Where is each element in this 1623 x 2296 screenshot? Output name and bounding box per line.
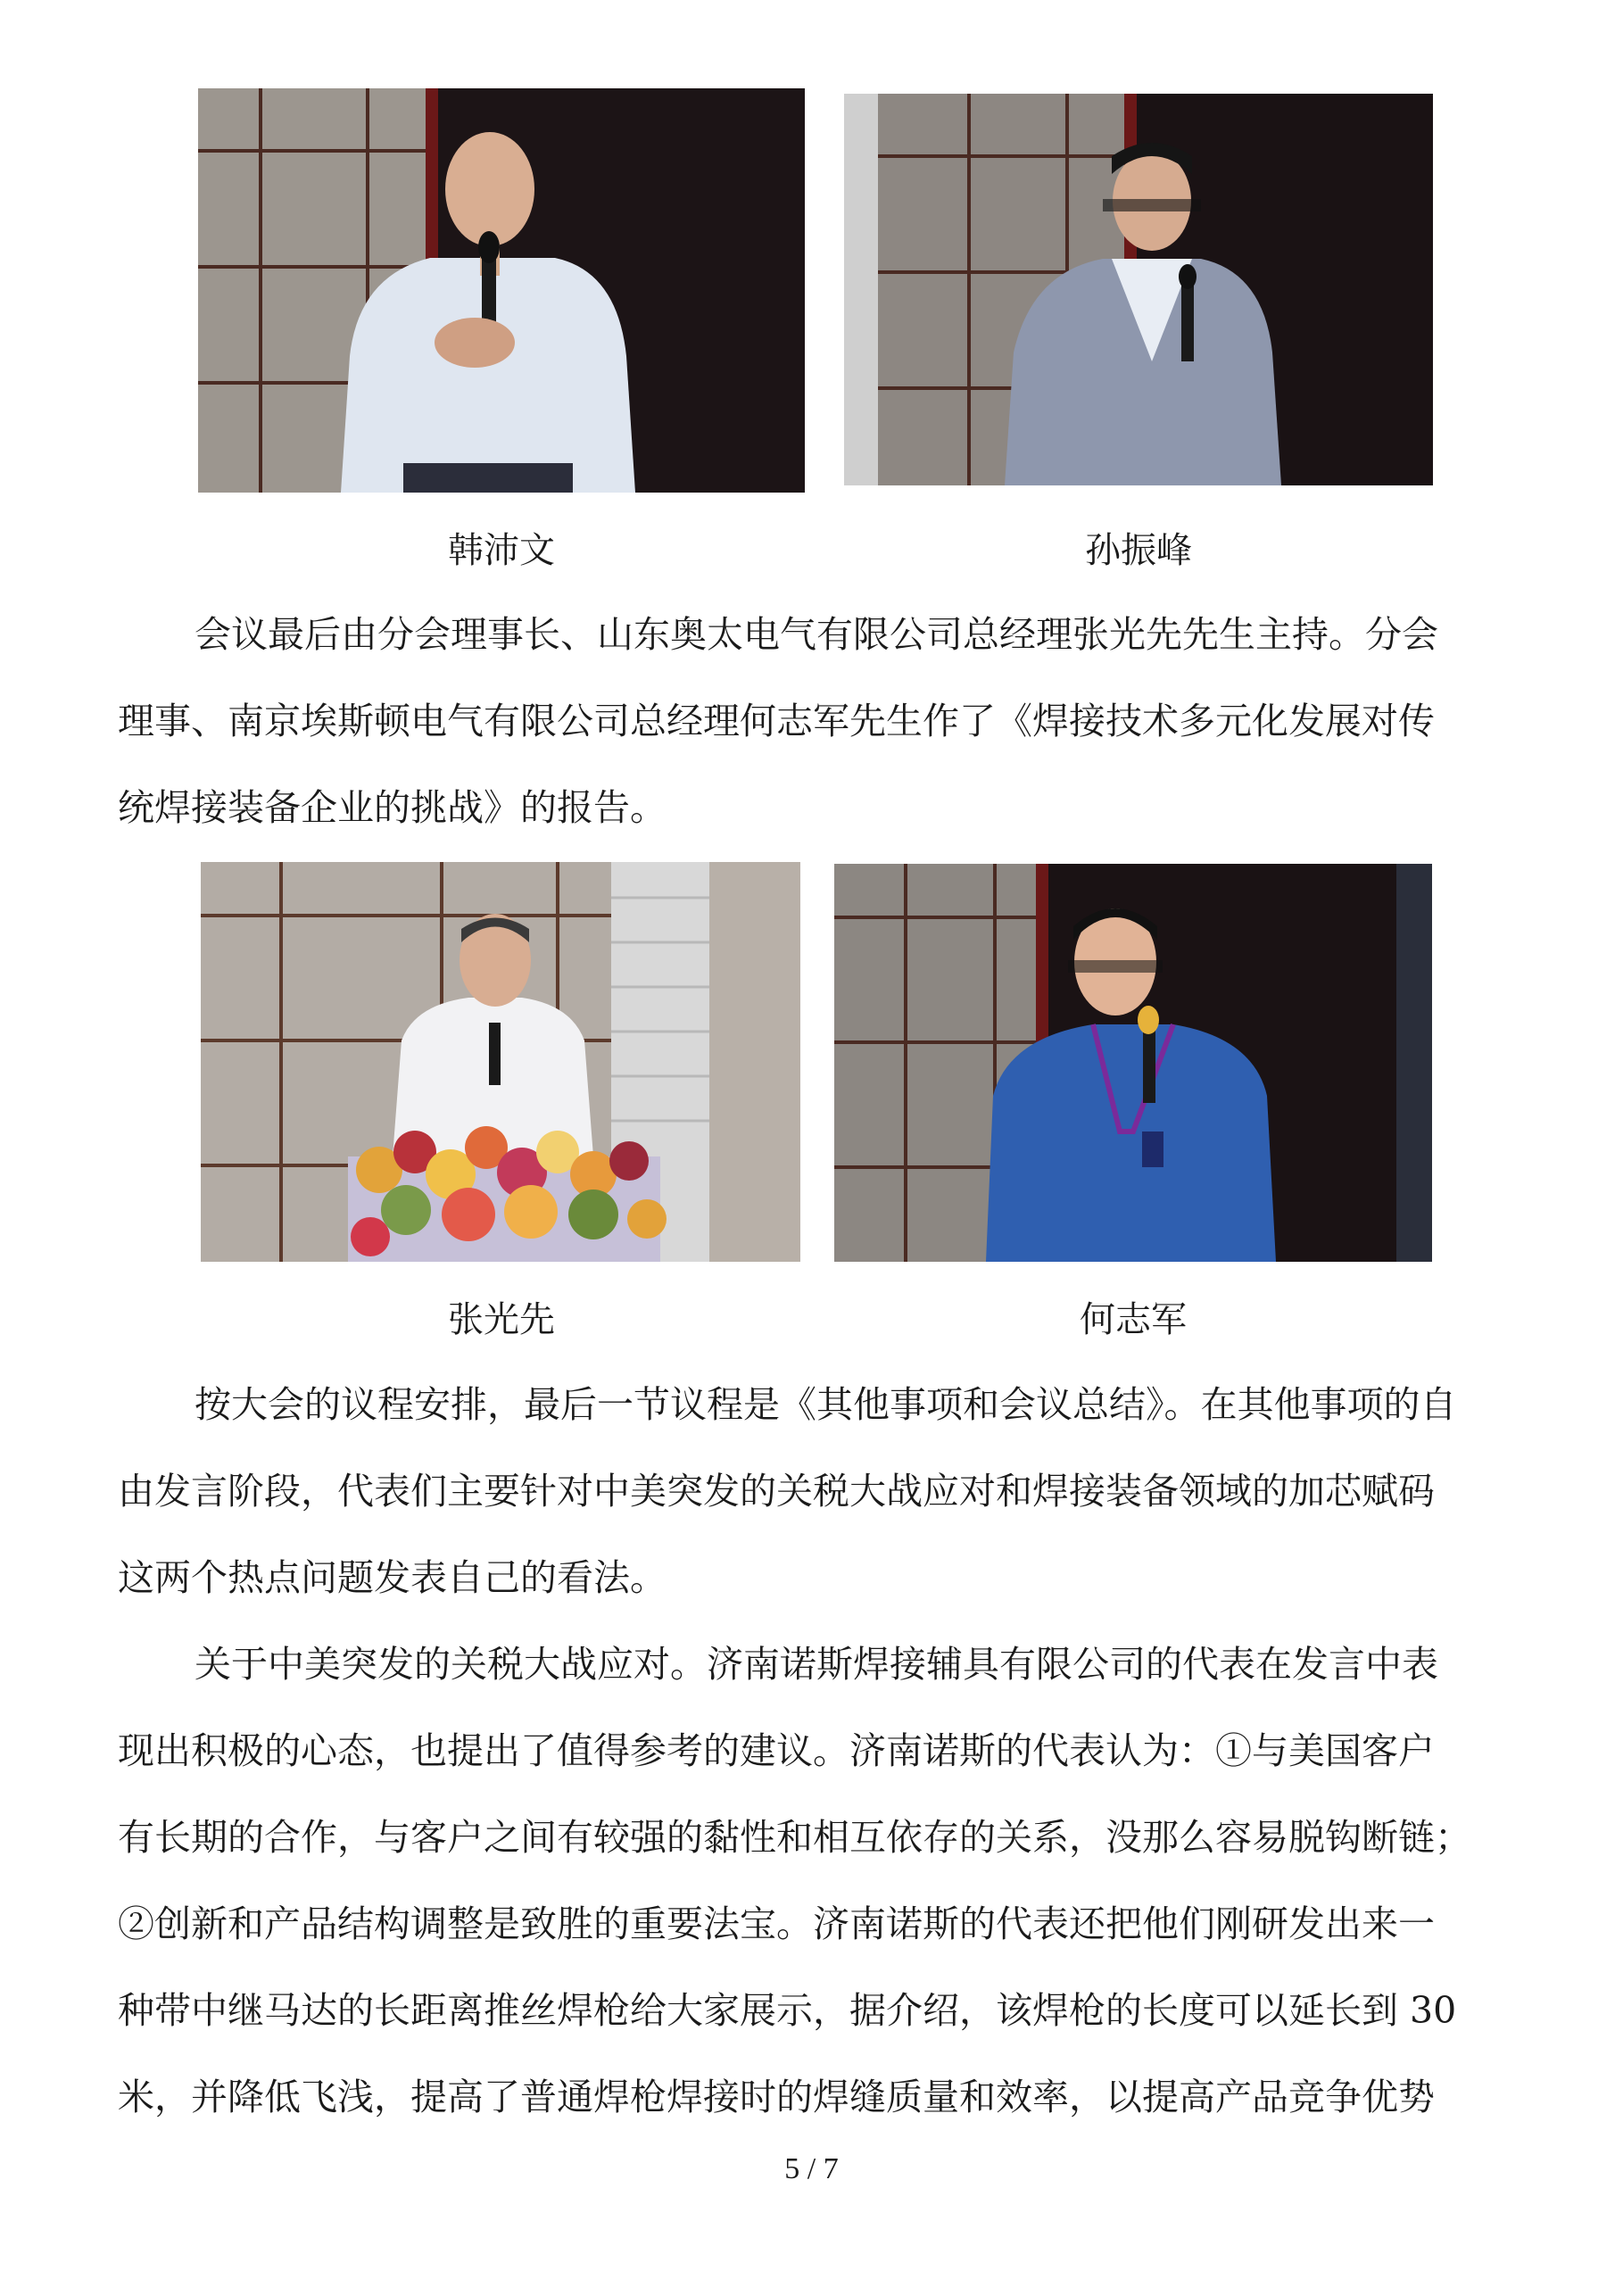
paragraph-line: ②创新和产品结构调整是致胜的重要法宝。济南诺斯的代表还把他们刚研发出来一 xyxy=(118,1902,1435,1945)
paragraph-line: 种带中继马达的长距离推丝焊枪给大家展示，据介绍，该焊枪的长度可以延长到 30 xyxy=(118,1989,1457,2032)
paragraph-line: 现出积极的心态，也提出了值得参考的建议。济南诺斯的代表认为：①与美国客户 xyxy=(118,1729,1435,1772)
photo-speaker-2 xyxy=(844,94,1433,485)
paragraph-line: 这两个热点问题发表自己的看法。 xyxy=(118,1556,667,1599)
photo-caption-2: 孙振峰 xyxy=(1085,530,1192,571)
photo-speaker-4 xyxy=(834,864,1432,1262)
photo-speaker-3 xyxy=(201,862,800,1262)
paragraph-1 xyxy=(118,592,1519,851)
page-number: 5 / 7 xyxy=(784,2152,839,2185)
paragraph-3 xyxy=(118,1621,1519,2141)
paragraph-line: 由发言阶段，代表们主要针对中美突发的关税大战应对和焊接装备领域的加芯赋码 xyxy=(118,1470,1435,1513)
paragraph-line: 有长期的合作，与客户之间有较强的黏性和相互依存的关系，没那么容易脱钩断链； xyxy=(118,1816,1471,1859)
paragraph-line: 统焊接装备企业的挑战》的报告。 xyxy=(118,786,667,829)
photo-caption-4: 何志军 xyxy=(1080,1299,1187,1340)
paragraph-line: 米，并降低飞浅，提高了普通焊枪焊接时的焊缝质量和效率，以提高产品竞争优势 xyxy=(118,2076,1435,2118)
paragraph-2 xyxy=(118,1362,1519,1621)
paragraph-line: 按大会的议程安排，最后一节议程是《其他事项和会议总结》。在其他事项的自 xyxy=(195,1383,1457,1426)
photo-caption-3: 张光先 xyxy=(448,1299,555,1340)
paragraph-line: 理事、南京埃斯顿电气有限公司总经理何志军先生作了《焊接技术多元化发展对传 xyxy=(118,700,1435,742)
paragraph-line: 会议最后由分会理事长、山东奥太电气有限公司总经理张光先先生主持。分会 xyxy=(195,613,1438,656)
photo-speaker-1 xyxy=(198,88,805,493)
paragraph-line: 关于中美突发的关税大战应对。济南诺斯焊接辅具有限公司的代表在发言中表 xyxy=(195,1643,1438,1686)
photo-caption-1: 韩沛文 xyxy=(448,530,555,571)
